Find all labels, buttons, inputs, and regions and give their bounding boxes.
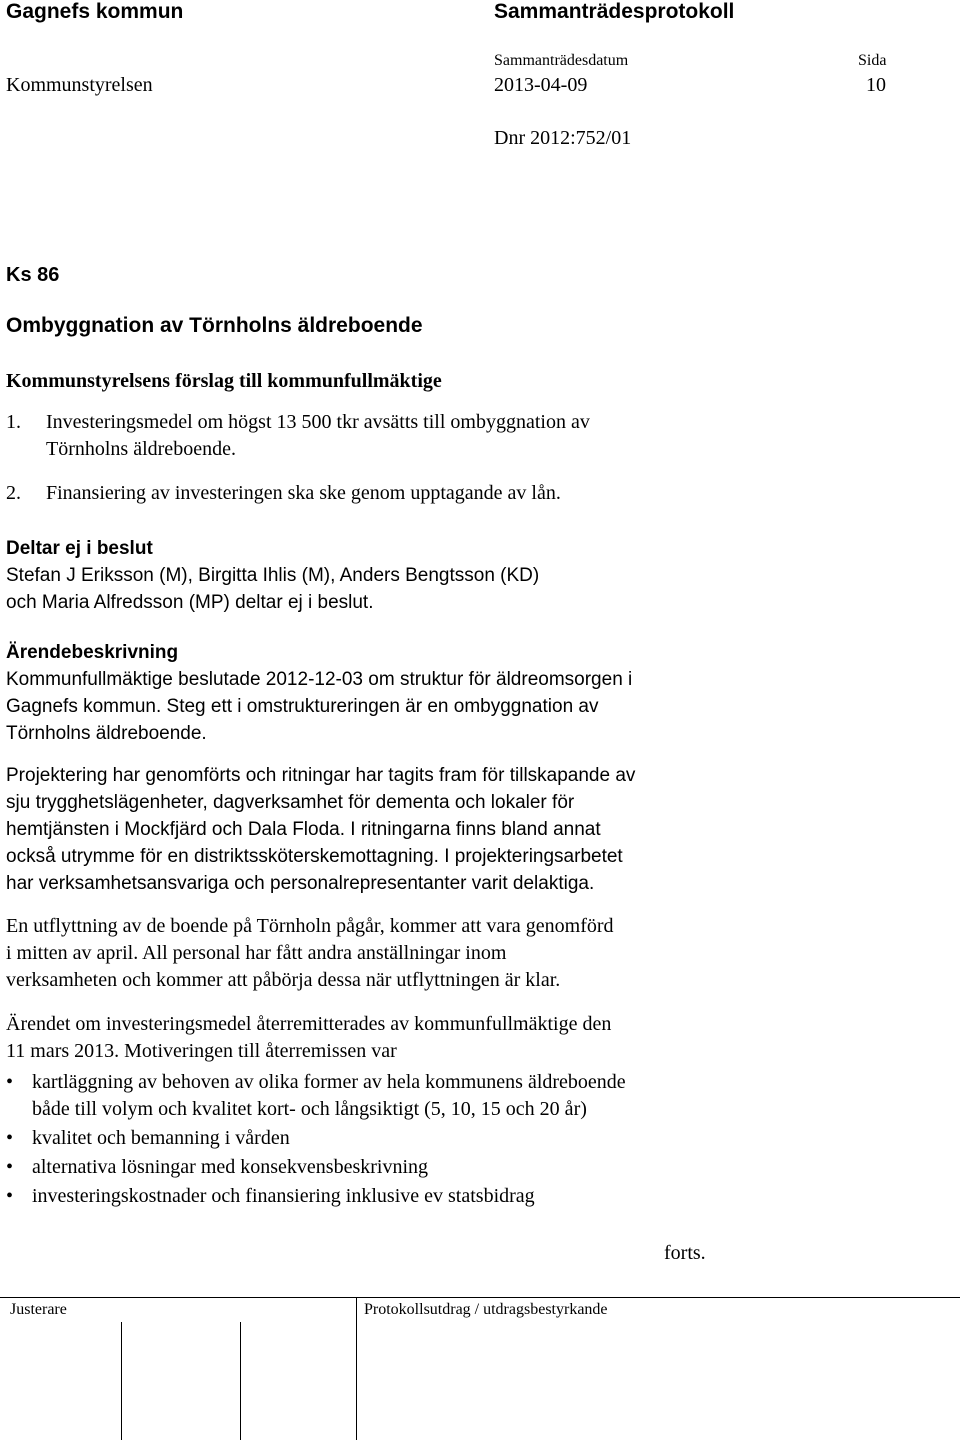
bullet-item [0, 1183, 960, 1211]
municipality-name: Gagnefs kommun [6, 0, 184, 23]
proposal-number: 1. [6, 411, 21, 433]
meeting-date: 2013-04-09 [494, 74, 588, 96]
proposal-text [46, 480, 946, 507]
signature-divider [240, 1322, 241, 1440]
bullet-text: alternativa lösningar med konsekvensbeskrivning [32, 1156, 429, 1178]
signature-divider [121, 1322, 122, 1440]
proposal-item [0, 409, 960, 469]
bullet-text: kvalitet och bemanning i vården [32, 1127, 290, 1149]
proposal-text-line: Finansiering av investeringen ska ske genom upptagande av lån. [46, 482, 561, 504]
extract-label: Protokollsutdrag / utdragsbestyrkande [364, 1301, 608, 1318]
diary-number: Dnr 2012:752/01 [494, 127, 632, 149]
bullet-line: både till volym och kvalitet kort- och långsiktigt (5, 10, 15 och 20 år) [32, 1098, 587, 1120]
description-block [6, 639, 946, 747]
body-paragraph [6, 1011, 946, 1065]
body-line: Ärendet om investeringsmedel återremitterades av kommunfullmäktige den [6, 1013, 612, 1035]
body-line: i mitten av april. All personal har fått andra anställningar inom [6, 942, 507, 964]
proposal-number: 2. [6, 482, 21, 504]
meeting-date-label: Sammanträdesdatum [494, 52, 629, 69]
proposal-heading: Kommunstyrelsens förslag till kommunfullmäktige [6, 370, 442, 392]
bullet-item [0, 1154, 960, 1182]
footer-top-rule [0, 1297, 960, 1298]
not-participating-line: och Maria Alfredsson (MP) deltar ej i beslut. [6, 592, 374, 613]
description-line: Törnholns äldreboende. [6, 723, 207, 744]
page-label: Sida [858, 52, 887, 69]
page-number: 10 [866, 74, 886, 96]
bullet-symbol: • [6, 1127, 14, 1149]
bullet-symbol: • [6, 1156, 14, 1178]
body-line: verksamheten och kommer att påbörja dessa när utflyttningen är klar. [6, 969, 561, 991]
body-paragraph [6, 913, 946, 994]
not-participating-line: Stefan J Eriksson (M), Birgitta Ihlis (M), Anders Bengtsson (KD) [6, 565, 540, 586]
proposal-text-line: Törnholns äldreboende. [46, 438, 236, 460]
paragraph-reference: Ks 86 [6, 264, 60, 286]
bullet-line: kartläggning av behoven av olika former av hela kommunens äldreboende [32, 1071, 626, 1093]
description-line: Kommunfullmäktige beslutade 2012-12-03 om struktur för äldreomsorgen i [6, 669, 633, 690]
description-heading: Ärendebeskrivning [6, 642, 179, 663]
not-participating-block [6, 535, 946, 616]
body-line: 11 mars 2013. Motiveringen till återremissen var [6, 1040, 397, 1062]
proposal-item [0, 480, 960, 510]
committee-name: Kommunstyrelsen [6, 74, 153, 96]
description-line: har verksamhetsansvariga och personalrepresentanter varit delaktiga. [6, 873, 595, 894]
proposal-text [46, 409, 946, 463]
continued-marker: forts. [664, 1242, 706, 1264]
bullet-item [0, 1069, 960, 1125]
section-title: Ombyggnation av Törnholns äldreboende [6, 314, 423, 337]
bullet-symbol: • [6, 1185, 14, 1207]
description-paragraph [6, 762, 946, 897]
description-line: hemtjänsten i Mockfjärd och Dala Floda. I ritningarna finns bland annat [6, 819, 601, 840]
body-line: En utflyttning av de boende på Törnholn pågår, kommer att vara genomförd [6, 915, 614, 937]
document-type: Sammanträdesprotokoll [494, 0, 735, 23]
proposal-text-line: Investeringsmedel om högst 13 500 tkr avsätts till ombyggnation av [46, 411, 590, 433]
description-line: också utrymme för en distriktssköterskemottagning. I projekteringsarbetet [6, 846, 623, 867]
description-line: Projektering har genomförts och ritningar har tagits fram för tillskapande av [6, 765, 636, 786]
bullet-symbol: • [6, 1071, 14, 1093]
bullet-item [0, 1125, 960, 1153]
bullet-text [32, 1069, 952, 1123]
description-line: Gagnefs kommun. Steg ett i omstruktureringen är en ombyggnation av [6, 696, 599, 717]
signature-divider [356, 1298, 357, 1440]
bullet-text: investeringskostnader och finansiering inklusive ev statsbidrag [32, 1185, 535, 1207]
description-line: sju trygghetslägenheter, dagverksamhet för dementa och lokaler för [6, 792, 575, 813]
not-participating-heading: Deltar ej i beslut [6, 538, 153, 559]
signers-label: Justerare [10, 1301, 67, 1318]
